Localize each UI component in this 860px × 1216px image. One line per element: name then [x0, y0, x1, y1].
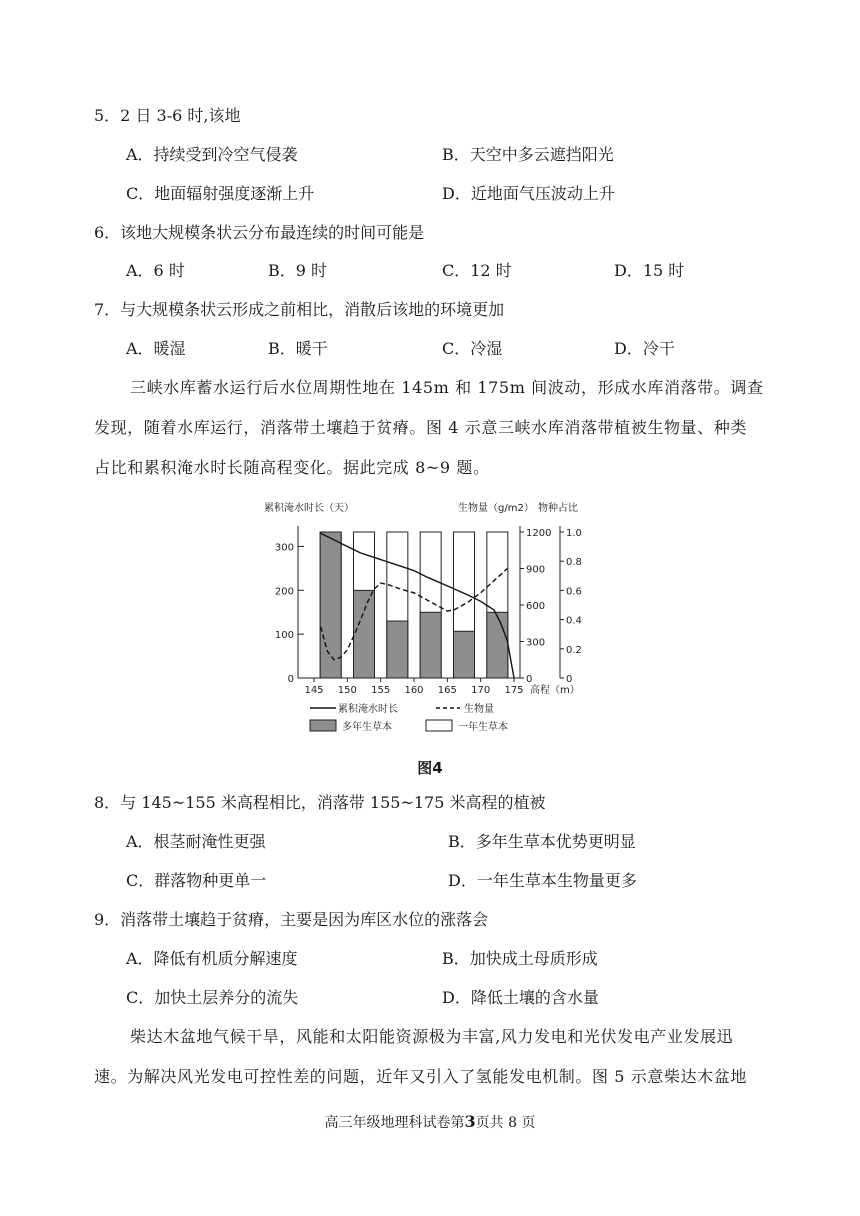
legend-label: 一年生草本: [458, 722, 508, 733]
q8-option-b: B．多年生草本优势更明显: [448, 832, 636, 851]
q8-option-a: A．根茎耐淹性更强: [126, 832, 266, 851]
bar-group: [320, 532, 508, 678]
right-axis-title: 物种占比: [538, 503, 578, 514]
right-axis-tick-label: 0.6: [566, 586, 582, 598]
x-axis-tick-label: 150: [337, 685, 357, 696]
right-axis-tick-label: 0: [566, 674, 573, 685]
right-axis-tick-label: 0.4: [566, 615, 582, 627]
q9-option-d: D．降低土壤的含水量: [442, 988, 599, 1007]
x-axis-tick-label: 175: [504, 685, 524, 696]
mid-axis-title: 生物量（g/m2）: [458, 503, 534, 514]
question-6-stem: 6．该地大规模条状云分布最连续的时间可能是: [94, 223, 425, 242]
q8-option-d: D．一年生草本生物量更多: [448, 871, 637, 890]
footer-page-number: 3: [464, 1112, 476, 1131]
q6-option-c: C．12 时: [442, 261, 512, 280]
q8-option-c: C．群落物种更单一: [126, 871, 267, 890]
legend-label: 多年生草本: [342, 722, 392, 733]
q7-option-d: D．冷干: [614, 339, 675, 358]
mid-axis-tick-label: 0: [526, 674, 533, 685]
legend-label: 生物量: [464, 704, 494, 715]
question-5-stem: 5．2 日 3-6 时,该地: [94, 106, 241, 125]
mid-axis-tick-label: 900: [526, 564, 546, 576]
perennial-herb-bar: [454, 631, 475, 678]
passage-1-line-2: 发现，随着水库运行，消落带土壤趋于贫瘠。图 4 示意三峡水库消落带植被生物量、种类: [94, 418, 747, 437]
mid-axis-tick-label: 1200: [526, 528, 552, 539]
right-axis-tick-label: 1.0: [566, 528, 582, 539]
footer-prefix: 高三年级地理科试卷第: [324, 1115, 465, 1131]
x-axis-title: 高程（m）: [530, 685, 580, 696]
mid-axis-tick-label: 300: [526, 637, 546, 649]
flood-duration-line: [321, 533, 514, 678]
q5-option-a: A．持续受到冷空气侵袭: [126, 145, 298, 164]
legend-group: [310, 702, 508, 733]
page-footer: [0, 1112, 860, 1132]
x-axis-tick-label: 145: [304, 685, 324, 696]
q6-option-a: A．6 时: [126, 261, 185, 280]
legend-white-box-swatch: [426, 720, 452, 731]
perennial-herb-bar: [354, 590, 375, 678]
left-axis-tick-label: 100: [274, 630, 294, 642]
left-axis-tick-label: 300: [274, 542, 294, 554]
question-8-stem: 8．与 145~155 米高程相比，消落带 155~175 米高程的植被: [94, 793, 546, 812]
question-7-stem: 7．与大规模条状云形成之前相比，消散后该地的环境更加: [94, 300, 505, 319]
x-axis-tick-label: 165: [437, 685, 457, 696]
passage-2-line-1: 柴达木盆地气候干旱，风能和太阳能资源极为丰富,风力发电和光伏发电产业发展迅: [130, 1027, 734, 1046]
right-axis-tick-label: 0.2: [566, 644, 582, 656]
mid-axis-tick-label: 600: [526, 601, 546, 612]
question-9-stem: 9．消落带土壤趋于贫瘠，主要是因为库区水位的涨落会: [94, 910, 489, 929]
q7-option-b: B．暖干: [268, 339, 328, 358]
series-group: [321, 533, 514, 678]
q5-option-b: B．天空中多云遮挡阳光: [442, 145, 614, 164]
left-axis-tick-label: 200: [274, 586, 294, 598]
left-axis-tick-label: 0: [287, 674, 294, 685]
legend-label: 累积淹水时长: [338, 704, 398, 715]
q6-option-b: B．9 时: [268, 261, 328, 280]
passage-2-line-2: 速。为解决风光发电可控性差的问题，近年又引入了氢能发电机制。图 5 示意柴达木盆地: [94, 1067, 747, 1086]
q9-option-b: B．加快成土母质形成: [442, 949, 598, 968]
legend-gray-box-swatch: [310, 720, 336, 731]
figure-caption: 图4: [417, 759, 443, 777]
x-axis-tick-label: 155: [371, 685, 391, 696]
q6-option-d: D．15 时: [614, 261, 685, 280]
perennial-herb-bar: [320, 532, 341, 678]
q5-option-c: C．地面辐射强度逐渐上升: [126, 184, 315, 203]
x-axis-tick-label: 170: [471, 685, 491, 696]
perennial-herb-bar: [387, 621, 408, 678]
footer-suffix: 页共 8 页: [475, 1115, 536, 1131]
q9-option-a: A．降低有机质分解速度: [126, 949, 298, 968]
x-axis-tick-label: 160: [404, 685, 424, 696]
right-axis-tick-label: 0.8: [566, 557, 582, 569]
perennial-herb-bar: [487, 612, 508, 678]
passage-1-line-3: 占比和累积淹水时长随高程变化。据此完成 8~9 题。: [94, 458, 490, 477]
biomass-line: [321, 569, 508, 660]
passage-1-line-1: 三峡水库蓄水运行后水位周期性地在 145m 和 175m 间波动，形成水库消落带。调查: [130, 378, 764, 397]
left-axis-title: 累积淹水时长（天）: [264, 503, 354, 514]
perennial-herb-bar: [420, 612, 441, 678]
q7-option-c: C．冷湿: [442, 339, 503, 358]
figure-4-chart: [250, 496, 590, 746]
q7-option-a: A．暖湿: [126, 339, 186, 358]
q5-option-d: D．近地面气压波动上升: [442, 184, 615, 203]
q9-option-c: C．加快土层养分的流失: [126, 988, 299, 1007]
